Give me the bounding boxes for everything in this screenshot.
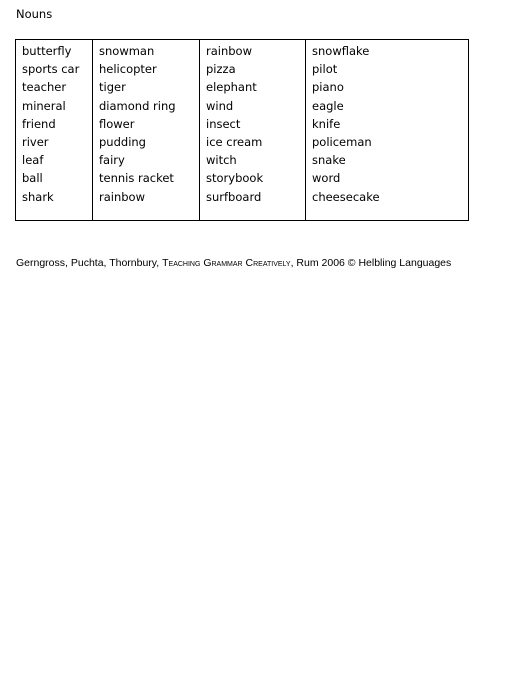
noun-word: storybook	[206, 171, 264, 186]
noun-word: eagle	[312, 98, 344, 113]
noun-word: sports car	[22, 62, 80, 77]
noun-word: knife	[312, 116, 341, 131]
noun-word: word	[312, 171, 341, 186]
noun-word: wind	[206, 98, 234, 113]
source-citation	[16, 256, 451, 270]
citation-book-title: Teaching Grammar Creatively	[162, 257, 291, 269]
noun-word: tiger	[99, 80, 126, 95]
noun-column	[93, 40, 200, 221]
noun-word: cheesecake	[312, 189, 380, 204]
noun-word: policeman	[312, 135, 372, 150]
noun-word: surfboard	[206, 189, 262, 204]
noun-column	[16, 40, 93, 221]
noun-word: pilot	[312, 62, 338, 77]
noun-word: ice cream	[206, 135, 263, 150]
noun-word: tennis racket	[99, 171, 174, 186]
noun-word: leaf	[22, 153, 44, 168]
noun-word: rainbow	[206, 44, 252, 58]
page-title: Nouns	[16, 7, 53, 21]
noun-column	[306, 40, 469, 221]
noun-word: witch	[206, 153, 237, 168]
noun-word: ball	[22, 171, 43, 186]
citation-authors: Gerngross, Puchta, Thornbury,	[16, 257, 163, 269]
noun-word: elephant	[206, 80, 257, 95]
citation-publisher: , Rum 2006 © Helbling Languages	[290, 257, 452, 269]
table-row	[16, 40, 469, 221]
noun-word: snowflake	[312, 44, 370, 58]
noun-word: helicopter	[99, 62, 157, 77]
noun-word: butterfly	[22, 44, 72, 58]
noun-word: insect	[206, 116, 241, 131]
noun-word: rainbow	[99, 189, 145, 204]
noun-word: diamond ring	[99, 98, 176, 113]
noun-word: teacher	[22, 80, 67, 95]
noun-word: pudding	[99, 135, 146, 150]
noun-word: shark	[22, 189, 54, 204]
noun-word: snowman	[99, 44, 155, 58]
noun-word: mineral	[22, 98, 66, 113]
nouns-table	[15, 39, 469, 221]
noun-word: snake	[312, 153, 346, 168]
noun-word: river	[22, 135, 49, 150]
noun-column	[200, 40, 306, 221]
noun-word: fairy	[99, 153, 125, 168]
noun-word: friend	[22, 116, 56, 131]
noun-word: pizza	[206, 62, 236, 77]
noun-word: flower	[99, 116, 135, 131]
noun-word: piano	[312, 80, 344, 95]
